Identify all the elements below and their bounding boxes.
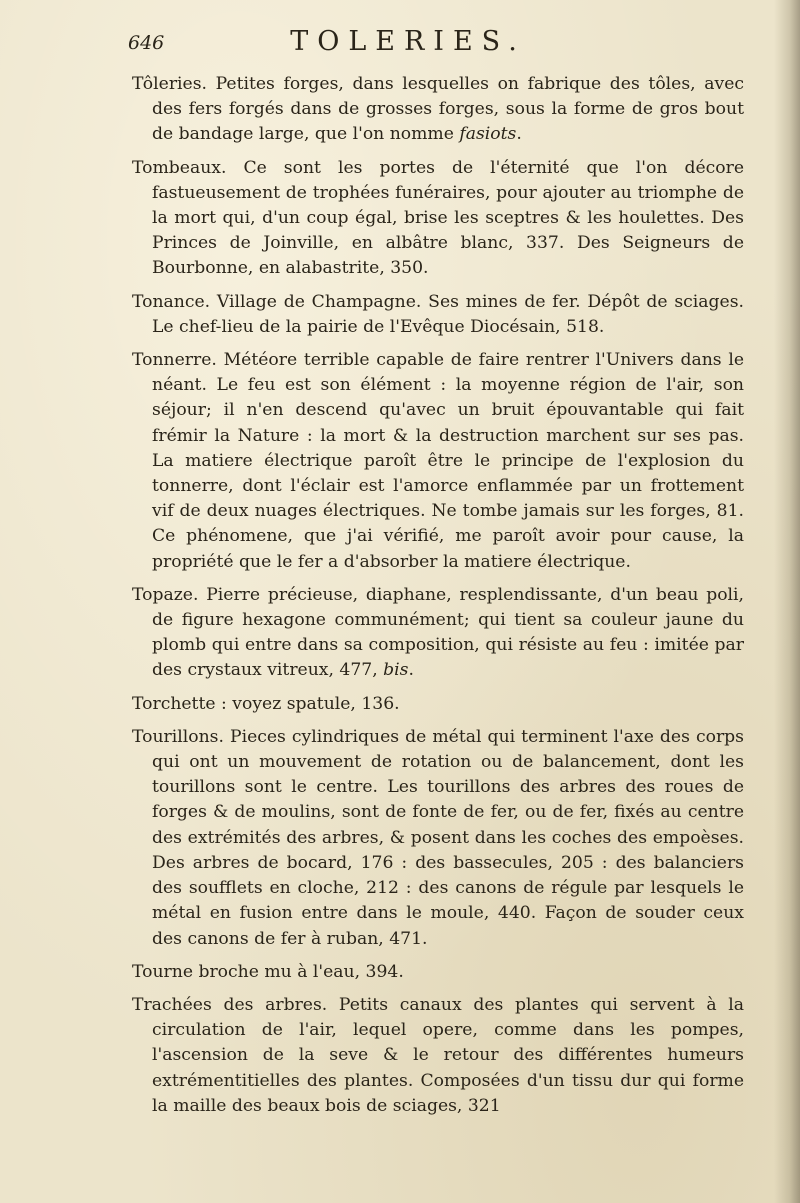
- entry-term: Tourne broche: [132, 961, 259, 982]
- entry-tonnerre: [132, 348, 744, 575]
- entry-term: Tombeaux.: [132, 157, 227, 178]
- page-number: 646: [128, 32, 165, 54]
- page-header: [128, 26, 688, 62]
- entry-toleries: [132, 72, 744, 148]
- entry-body: Petites forges, dans lesquelles on fabrique des tôles, avec des fers forgés dans de grosses forges, sous la forme de gros bout de bandage large, que l'on nomme: [152, 74, 744, 145]
- entry-body: Pieces cylindriques de métal qui terminent l'axe des corps qui ont un mouvement de rotation ou de balancement, dont les tourillons sont le centre. Les tourillons des arbres des roues de forges & de moulins, sont de fonte de fer, ou de fer, fixés au centre des extrémités des arbres, & posent dans les coches des empoèses. Des arbres de bocard, 176 : des bassecules, 205 : des balanciers des soufflets en cloche, 212 : des canons de régule par lesquels le métal en fusion entre dans le moule, 440. Façon de souder ceux des canons de fer à ruban, 471.: [152, 726, 744, 949]
- entry-trachees: [132, 993, 744, 1119]
- entry-tonance: [132, 290, 744, 340]
- entry-body: Ce sont les portes de l'éternité que l'on décore fastueusement de trophées funéraires, pour ajouter au triomphe de la mort qui, d'un coup égal, brise les sceptres & les houlettes. Des Princes de Joinville, en albâtre blanc, 337. Des Seigneurs de Bourbonne, en alabastrite, 350.: [152, 157, 744, 279]
- running-title: TOLERIES.: [290, 26, 526, 57]
- entry-body: Pierre précieuse, diaphane, resplendissante, d'un beau poli, de figure hexagone communément; qui tient sa couleur jaune du plomb qui entre dans sa composition, qui résiste au feu : imitée par des crystaux vitreux, 477,: [152, 584, 744, 681]
- entry-term: Topaze.: [132, 584, 199, 605]
- entry-body: Village de Champagne. Ses mines de fer. Dépôt de sciages. Le chef-lieu de la pairie de l'Evêque Diocésain, 518.: [152, 291, 744, 337]
- page-edge-shadow: [774, 0, 800, 1203]
- entry-term: Torchette: [132, 693, 216, 714]
- entry-term: Tôleries.: [132, 74, 207, 94]
- entry-tombeaux: [132, 156, 744, 282]
- dictionary-entries: [132, 72, 744, 1119]
- entry-body: des arbres. Petits canaux des plantes qui servent à la circulation de l'air, lequel opere, comme dans les pompes, l'ascension de la seve & le retour des différentes humeurs extrémentitielles des plantes. Composées d'un tissu dur qui forme la maille des beaux bois de sciages, 321: [152, 994, 744, 1116]
- entry-body: Météore terrible capable de faire rentrer l'Univers dans le néant. Le feu est son élément : la moyenne région de l'air, son séjour; il n'en descend qu'avec un bruit épouvantable qui fait frémir la Nature : la mort & la destruction marchent sur ses pas. La matiere électrique paroît être le principe de l'explosion du tonnerre, dont l'éclair est l'amorce enflammée par un frottement vif de deux nuages électriques. Ne tombe jamais sur les forges, 81. Ce phénomene, que j'ai vérifié, me paroît avoir pour cause, la propriété que le fer a d'absorber la matiere électrique.: [152, 350, 744, 572]
- entry-term: Trachées: [132, 994, 212, 1015]
- entry-term: Tonance.: [132, 291, 211, 312]
- entry-term: Tonnerre.: [132, 350, 217, 371]
- entry-tail: .: [408, 660, 414, 681]
- entry-tourillons: [132, 725, 744, 952]
- entry-body: : voyez spatule, 136.: [215, 693, 400, 714]
- entry-tourne-broche: [132, 960, 744, 985]
- entry-topaze: [132, 583, 744, 684]
- entry-italic: bis: [383, 660, 409, 681]
- entry-torchette: [132, 692, 744, 717]
- entry-italic: fasiots: [459, 124, 517, 145]
- entry-term: Tourillons.: [132, 726, 224, 747]
- entry-tail: .: [516, 124, 522, 145]
- entry-body: mu à l'eau, 394.: [258, 961, 404, 982]
